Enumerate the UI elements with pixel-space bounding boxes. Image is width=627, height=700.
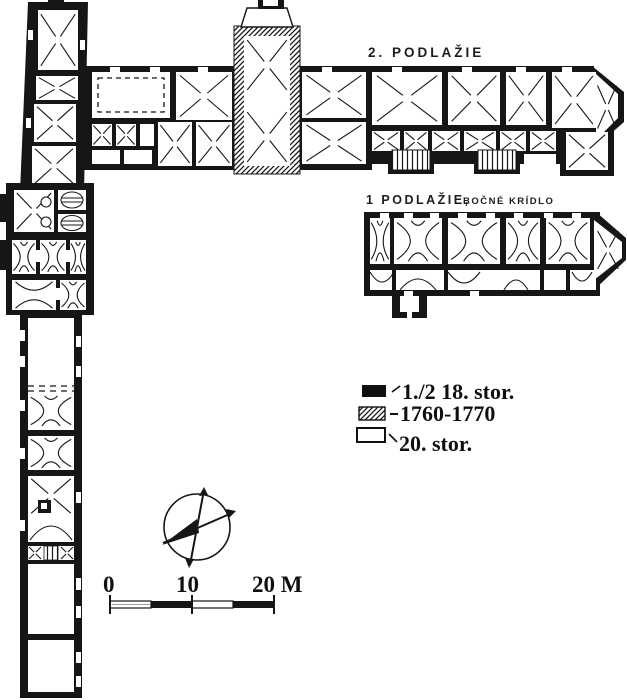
- stair-band: [28, 546, 74, 560]
- first-floor-side-wing: [364, 212, 626, 318]
- scale-tick-10: 10: [176, 572, 199, 597]
- scale-tick-0: 0: [103, 572, 115, 597]
- legend-label-18th-century: 1./2 18. stor.: [402, 379, 515, 404]
- long-south-wing: [20, 310, 82, 698]
- legend-leader: [392, 386, 400, 392]
- north-left-wing: [20, 0, 88, 192]
- compass-rose-icon: [162, 487, 236, 568]
- first-floor-label: 1 PODLAŽIE,: [366, 193, 471, 207]
- second-floor-wing: [80, 0, 624, 176]
- junction-block: [0, 183, 94, 315]
- legend-swatch-solid: [362, 385, 386, 397]
- legend-swatch-outline: [357, 428, 385, 442]
- scale-tick-20: 20 M: [252, 572, 303, 597]
- balcony-outline: [241, 8, 293, 27]
- legend-label-1760-1770: 1760-1770: [400, 401, 496, 426]
- corridor-first-floor: [370, 270, 596, 290]
- chimney-notch: [48, 0, 64, 5]
- legend-swatch-hatched: [359, 407, 385, 420]
- scale-bar: [103, 572, 303, 614]
- legend: [357, 379, 514, 456]
- central-tower: [234, 0, 300, 174]
- legend-leader: [389, 434, 397, 442]
- second-floor-label: 2. PODLAŽIE: [368, 45, 485, 60]
- legend-label-20th-century: 20. stor.: [399, 431, 473, 456]
- first-floor-sublabel: BOČNÉ KRÍDLO: [463, 196, 555, 207]
